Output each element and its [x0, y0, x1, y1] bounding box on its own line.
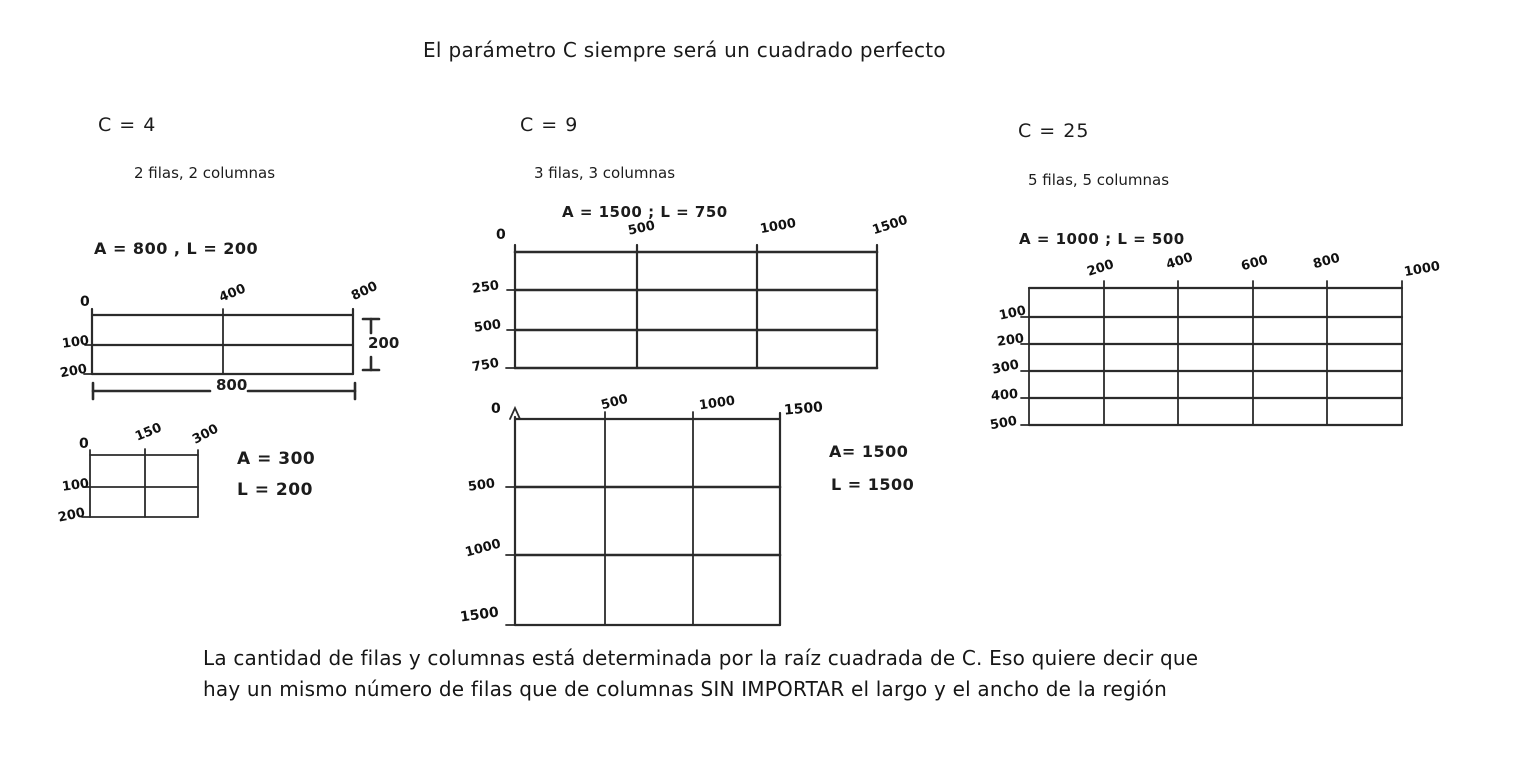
c4-grid2-left-tick-100: 100 [61, 476, 91, 495]
c9-grid1-top-tick-0: 0 [496, 227, 506, 243]
c4-grid1-top-tick-400: 400 [217, 281, 248, 306]
c9-grid2-top-tick-0: 0 [491, 401, 501, 417]
c25-formula: A = 1000 ; L = 500 [1019, 230, 1185, 248]
c25-left-tick-500: 500 [988, 413, 1019, 434]
c4-grid1-left-tick-100: 100 [61, 333, 91, 352]
c4-grid2-top-tick-300: 300 [190, 421, 222, 448]
c4-grid2-left-tick-200: 200 [56, 505, 87, 526]
c4-grid1-top-tick-800: 800 [349, 278, 381, 305]
c9-grid2-lines [498, 405, 798, 633]
c9-heading: C = 9 [520, 114, 579, 136]
c25-left-tick-200: 200 [996, 331, 1026, 350]
c9-grid1-lines [500, 240, 890, 375]
c9-grid1-top-tick-1000: 1000 [758, 215, 798, 238]
c4-subtitle: 2 filas, 2 columnas [134, 164, 276, 182]
c9-grid2-top-tick-500: 500 [599, 391, 630, 414]
c25-left-tick-100: 100 [997, 303, 1028, 324]
c9-grid2-left-tick-1500: 1500 [459, 604, 500, 626]
c25-left-tick-300: 300 [990, 357, 1021, 378]
c9-grid1-left-tick-250: 250 [471, 278, 501, 297]
c25-top-tick-200: 200 [1085, 257, 1116, 280]
c9-grid1-top-tick-500: 500 [626, 218, 657, 239]
c9-grid2-left-tick-500: 500 [467, 476, 497, 495]
footnote-line-2: hay un mismo número de filas que de columnas SIN IMPORTAR el largo y el ancho de la región [203, 677, 1167, 701]
c4-formula: A = 800 , L = 200 [94, 239, 259, 258]
c25-subtitle: 5 filas, 5 columnas [1028, 171, 1170, 189]
c25-left-tick-400: 400 [990, 386, 1019, 405]
c4-grid1-width-dim: 800 [216, 376, 248, 394]
c9-grid2-top-tick-1000: 1000 [698, 393, 737, 414]
c9-grid1-top-tick-1500: 1500 [870, 212, 910, 239]
footnote-line-1: La cantidad de filas y columnas está determinada por la raíz cuadrada de C. Eso quiere decir que [203, 646, 1199, 670]
c4-grid2-area-label: A = 300 [237, 449, 316, 469]
c9-grid2-left-tick-1000: 1000 [463, 536, 503, 561]
page-title: El parámetro C siempre será un cuadrado perfecto [423, 38, 946, 62]
c9-grid1-left-tick-500: 500 [473, 317, 503, 336]
c25-grid-lines [1015, 275, 1415, 435]
c4-grid2-top-tick-0: 0 [79, 436, 89, 452]
c9-grid2-top-tick-1500: 1500 [783, 399, 824, 419]
c4-grid2-lines [78, 448, 213, 526]
c4-grid1-top-tick-0: 0 [80, 294, 90, 310]
c25-top-tick-1000: 1000 [1402, 258, 1442, 281]
c4-grid2-top-tick-150: 150 [133, 420, 164, 445]
c4-grid2-length-label: L = 200 [237, 480, 313, 500]
c9-subtitle: 3 filas, 3 columnas [534, 164, 676, 182]
c25-top-tick-400: 400 [1164, 250, 1195, 273]
c9-grid2-length-label: L = 1500 [831, 475, 915, 494]
c4-heading: C = 4 [98, 114, 157, 136]
c4-grid1-left-tick-200: 200 [58, 361, 89, 382]
c25-heading: C = 25 [1018, 120, 1090, 142]
c4-grid1-height-dim: 200 [368, 334, 400, 352]
c25-top-tick-600: 600 [1239, 252, 1270, 275]
c25-top-tick-800: 800 [1311, 250, 1342, 273]
c9-grid1-left-tick-750: 750 [470, 355, 501, 376]
c9-formula: A = 1500 ; L = 750 [562, 203, 728, 221]
c9-grid2-area-label: A= 1500 [829, 442, 909, 461]
